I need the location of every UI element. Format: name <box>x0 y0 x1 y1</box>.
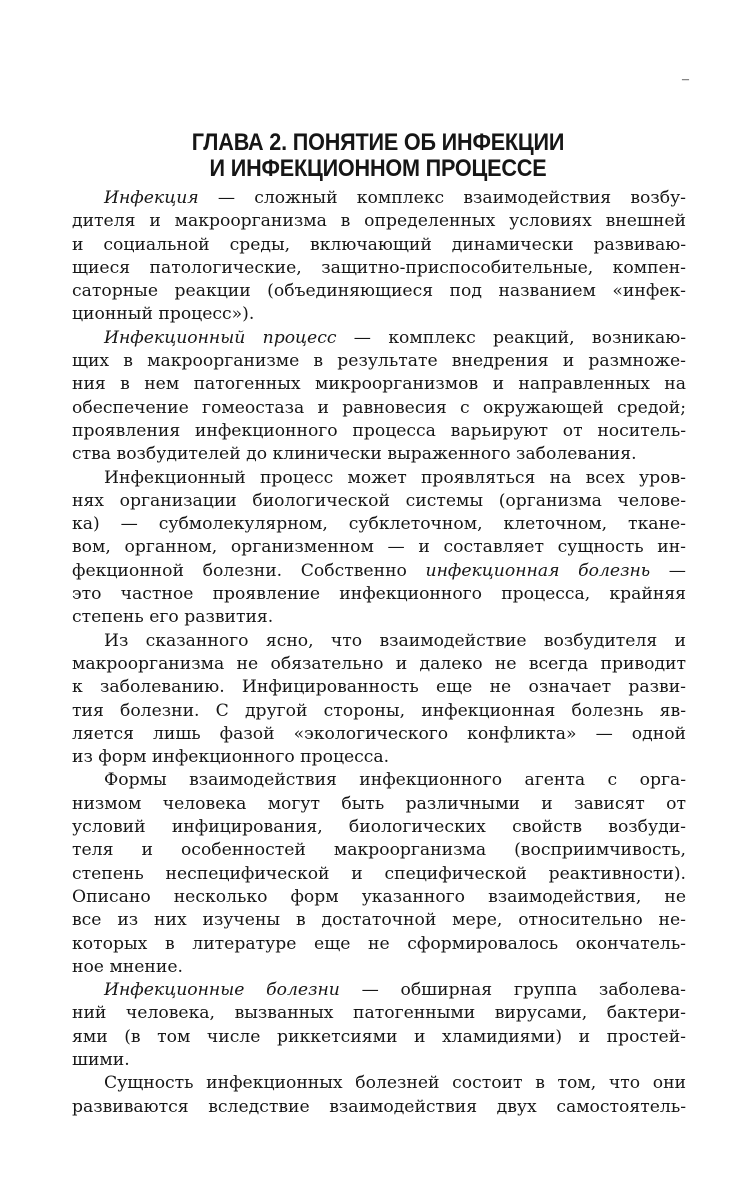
chapter-title <box>38 130 718 182</box>
text-line: степень его развития. <box>72 607 274 628</box>
text-line: нях организации биологической системы (организма челове- <box>72 490 686 511</box>
paragraph <box>72 630 686 770</box>
paragraph <box>72 467 686 630</box>
text-line: шими. <box>72 1049 130 1070</box>
paragraph <box>72 327 686 467</box>
text-line: ства возбудителей до клинически выраженного заболевания. <box>72 444 637 465</box>
text-line: тия болезни. С другой стороны, инфекционная болезнь яв- <box>72 700 686 721</box>
text-line: условий инфицирования, биологических свойств возбуди- <box>72 817 686 838</box>
chapter-title-line-1: ГЛАВА 2. ПОНЯТИЕ ОБ ИНФЕКЦИИ <box>191 129 565 156</box>
text-line: проявления инфекционного процесса варьируют от носитель- <box>72 420 686 441</box>
paragraph <box>72 1072 686 1119</box>
text-line: ния в нем патогенных микроорганизмов и направленных на <box>72 374 686 395</box>
text-line: ляется лишь фазой «экологического конфликта» — одной <box>72 723 686 744</box>
text-line: к заболеванию. Инфицированность еще не означает разви- <box>72 677 686 698</box>
text-line: Из сказанного ясно, что взаимодействие возбудителя и <box>104 630 686 651</box>
text-line: обеспечение гомеостаза и равновесия с окружающей средой; <box>72 397 686 418</box>
defined-term: Инфекционный процесс <box>104 327 337 348</box>
text-line: Инфекция — сложный комплекс взаимодействия возбу- <box>104 188 686 208</box>
text-line: саторные реакции (объединяющиеся под названием «инфек- <box>72 281 686 302</box>
text-line: щиеся патологические, защитно-приспособительные, компен- <box>72 257 686 278</box>
text-line: ями (в том числе риккетсиями и хламидиями) и простей- <box>72 1026 686 1047</box>
text-line: ционный процесс»). <box>72 304 255 325</box>
text-line: фекционной болезни. Собственно инфекционная болезнь — <box>72 560 686 581</box>
paragraph <box>72 187 686 327</box>
text-line: Формы взаимодействия инфекционного агента с орга- <box>104 770 686 791</box>
text-line: дителя и макроорганизма в определенных условиях внешней <box>72 211 686 232</box>
defined-term: Инфекция <box>104 188 199 208</box>
text-line: из форм инфекционного процесса. <box>72 747 390 768</box>
page-corner-mark: – <box>682 72 689 87</box>
text-line: Инфекционный процесс — комплекс реакций, возникаю- <box>104 327 686 348</box>
text-line: ка) — субмолекулярном, субклеточном, клеточном, ткане- <box>72 514 686 535</box>
defined-term: Инфекционные болезни <box>104 980 340 1001</box>
text-line: макроорганизма не обязательно и далеко не всегда приводит <box>72 653 686 674</box>
text-line: низмом человека могут быть различными и зависят от <box>72 793 686 814</box>
text-line: и социальной среды, включающий динамически развиваю- <box>72 234 686 255</box>
text-line: все из них изучены в достаточной мере, относительно не- <box>72 910 686 931</box>
text-line: это частное проявление инфекционного процесса, крайняя <box>72 584 686 605</box>
body-text <box>72 187 686 1119</box>
chapter-title-line-2: И ИНФЕКЦИОННОМ ПРОЦЕССЕ <box>209 155 547 182</box>
paragraph <box>72 769 686 979</box>
text-line: ное мнение. <box>72 956 183 977</box>
text-line: ний человека, вызванных патогенными вирусами, бактери- <box>72 1003 686 1024</box>
text-line: Инфекционные болезни — обширная группа заболева- <box>104 980 686 1001</box>
paragraph <box>72 979 686 1072</box>
text-line: развиваются вследствие взаимодействия двух самостоятель- <box>72 1096 686 1117</box>
text-line: степень неспецифической и специфической реактивности). <box>72 863 686 884</box>
text-line: которых в литературе еще не сформировалось окончатель- <box>72 933 686 954</box>
text-line: Сущность инфекционных болезней состоит в том, что они <box>104 1073 686 1094</box>
text-line: Описано несколько форм указанного взаимодействия, не <box>72 886 686 907</box>
text-line: Инфекционный процесс может проявляться на всех уров- <box>104 467 686 488</box>
text-line: вом, органном, организменном — и составляет сущность ин- <box>72 537 686 558</box>
text-line: теля и особенностей макроорганизма (восприимчивость, <box>72 840 686 861</box>
defined-term: инфекционная болезнь <box>425 560 651 581</box>
text-line: щих в макроорганизме в результате внедрения и размноже- <box>72 351 686 372</box>
